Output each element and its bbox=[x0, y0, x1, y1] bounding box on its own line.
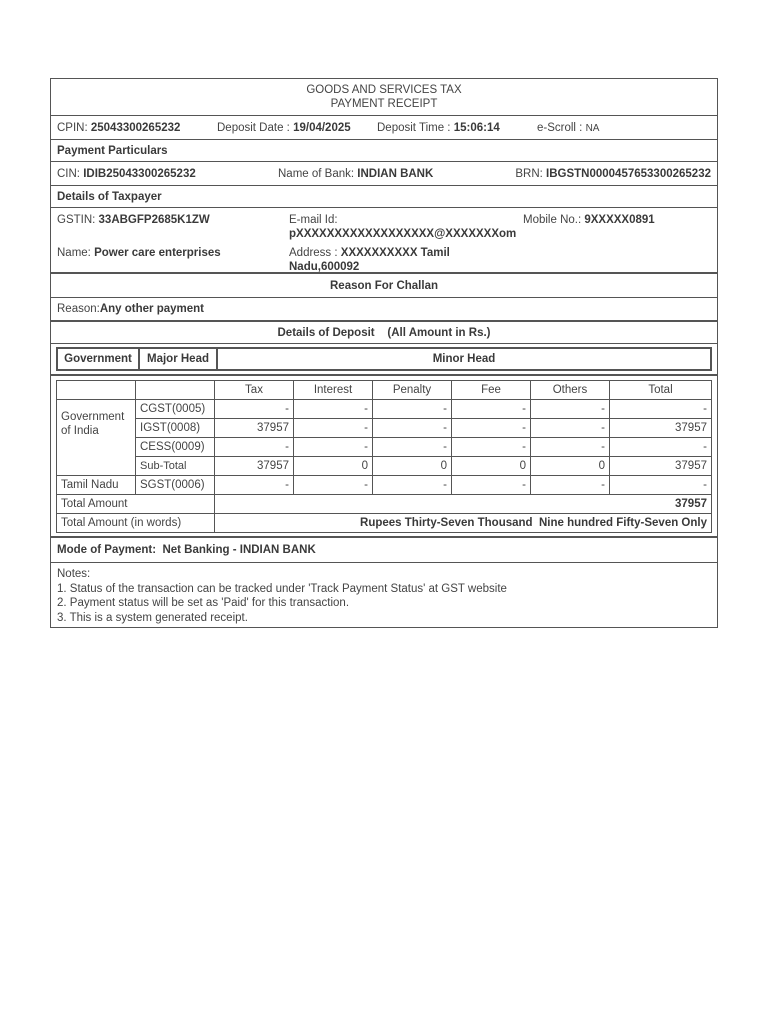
payment-particulars-row bbox=[51, 162, 717, 186]
words-label: Total Amount (in words) bbox=[57, 514, 215, 533]
col-header: Tax bbox=[215, 381, 294, 400]
value-cell: - bbox=[215, 400, 294, 419]
col-header: Others bbox=[531, 381, 610, 400]
payment-receipt bbox=[50, 78, 718, 628]
note-item: 2. Payment status will be set as 'Paid' for this transaction. bbox=[57, 597, 350, 609]
notes bbox=[51, 563, 717, 627]
value-cell: - bbox=[215, 438, 294, 457]
note-item: 3. This is a system generated receipt. bbox=[57, 611, 248, 624]
col-header: Total bbox=[610, 381, 712, 400]
deposit-head-table bbox=[56, 347, 712, 371]
payment-info-row bbox=[51, 116, 717, 140]
value-cell: - bbox=[373, 400, 452, 419]
deposit-table-wrap bbox=[51, 376, 717, 538]
value-cell: - bbox=[452, 438, 531, 457]
receipt-header bbox=[51, 79, 717, 116]
value-cell: - bbox=[531, 419, 610, 438]
value-cell: - bbox=[452, 476, 531, 495]
gstin: GSTIN: 33ABGFP2685K1ZW bbox=[57, 214, 210, 226]
taxpayer-name: Name: Power care enterprises bbox=[57, 247, 221, 259]
brn: BRN: IBGSTN0000457653300265232 bbox=[515, 167, 711, 180]
major-head: SGST(0006) bbox=[136, 476, 215, 495]
head-government: Government bbox=[57, 348, 139, 370]
major-head: IGST(0008) bbox=[136, 419, 215, 438]
table-row bbox=[57, 476, 712, 495]
mode-of-payment: Mode of Payment: Net Banking - INDIAN BANK bbox=[51, 538, 717, 563]
address: Address : XXXXXXXXXX Tamil Nadu,600092 bbox=[289, 247, 450, 273]
value-cell: - bbox=[373, 438, 452, 457]
email: E-mail Id: pXXXXXXXXXXXXXXXXXX@XXXXXXXom bbox=[289, 214, 517, 240]
major-head: Sub-Total bbox=[136, 457, 215, 476]
state-cell: Tamil Nadu bbox=[57, 476, 136, 495]
value-cell: 37957 bbox=[610, 419, 712, 438]
blank-cell bbox=[57, 381, 136, 400]
value-cell: - bbox=[531, 400, 610, 419]
challan-title: Reason For Challan bbox=[51, 274, 717, 298]
value-cell: - bbox=[373, 476, 452, 495]
total-row bbox=[57, 495, 712, 514]
taxpayer-title: Details of Taxpayer bbox=[51, 186, 717, 208]
table-row bbox=[57, 457, 712, 476]
deposit-time: Deposit Time : 15:06:14 bbox=[377, 121, 500, 134]
value-cell: - bbox=[610, 400, 712, 419]
value-cell: - bbox=[294, 476, 373, 495]
mobile: Mobile No.: 9XXXXX0891 bbox=[523, 214, 655, 226]
words-value: Rupees Thirty-Seven Thousand Nine hundred Fifty-Seven Only bbox=[215, 514, 712, 533]
major-head: CGST(0005) bbox=[136, 400, 215, 419]
value-cell: - bbox=[610, 476, 712, 495]
escroll: e-Scroll : NA bbox=[537, 121, 600, 134]
header-title: GOODS AND SERVICES TAX bbox=[306, 84, 462, 96]
value-cell: - bbox=[452, 400, 531, 419]
value-cell: 0 bbox=[531, 457, 610, 476]
value-cell: - bbox=[531, 476, 610, 495]
head-minor: Minor Head bbox=[217, 348, 711, 370]
note-item: 1. Status of the transaction can be tracked under 'Track Payment Status' at GST website bbox=[57, 582, 507, 595]
total-value: 37957 bbox=[215, 495, 712, 514]
blank-cell bbox=[136, 381, 215, 400]
challan-reason: Reason: Any other payment bbox=[51, 298, 717, 322]
value-cell: - bbox=[294, 400, 373, 419]
value-cell: - bbox=[373, 419, 452, 438]
col-header: Fee bbox=[452, 381, 531, 400]
head-major: Major Head bbox=[139, 348, 217, 370]
table-row bbox=[57, 400, 712, 419]
value-cell: 0 bbox=[452, 457, 531, 476]
payment-particulars-title: Payment Particulars bbox=[51, 140, 717, 162]
cpin: CPIN: 25043300265232 bbox=[57, 121, 181, 134]
value-cell: - bbox=[294, 419, 373, 438]
table-row bbox=[57, 438, 712, 457]
value-cell: - bbox=[531, 438, 610, 457]
deposit-head-row bbox=[51, 344, 717, 376]
value-cell: - bbox=[215, 476, 294, 495]
cin: CIN: IDIB25043300265232 bbox=[57, 167, 196, 180]
value-cell: 37957 bbox=[610, 457, 712, 476]
words-row bbox=[57, 514, 712, 533]
major-head: CESS(0009) bbox=[136, 438, 215, 457]
govt-india-cell: Government of India bbox=[57, 400, 136, 476]
value-cell: 0 bbox=[373, 457, 452, 476]
total-label: Total Amount bbox=[57, 495, 215, 514]
deposit-date: Deposit Date : 19/04/2025 bbox=[217, 121, 351, 134]
header-subtitle: PAYMENT RECEIPT bbox=[330, 98, 438, 110]
deposit-table bbox=[56, 380, 712, 533]
table-row bbox=[57, 419, 712, 438]
value-cell: - bbox=[452, 419, 531, 438]
value-cell: 0 bbox=[294, 457, 373, 476]
taxpayer-details bbox=[51, 208, 717, 274]
notes-title: Notes: bbox=[57, 568, 91, 580]
bank-name: Name of Bank: INDIAN BANK bbox=[278, 167, 434, 180]
value-cell: 37957 bbox=[215, 419, 294, 438]
col-header: Penalty bbox=[373, 381, 452, 400]
col-header: Interest bbox=[294, 381, 373, 400]
value-cell: - bbox=[294, 438, 373, 457]
value-cell: 37957 bbox=[215, 457, 294, 476]
value-cell: - bbox=[610, 438, 712, 457]
deposit-title: Details of Deposit (All Amount in Rs.) bbox=[51, 322, 717, 344]
